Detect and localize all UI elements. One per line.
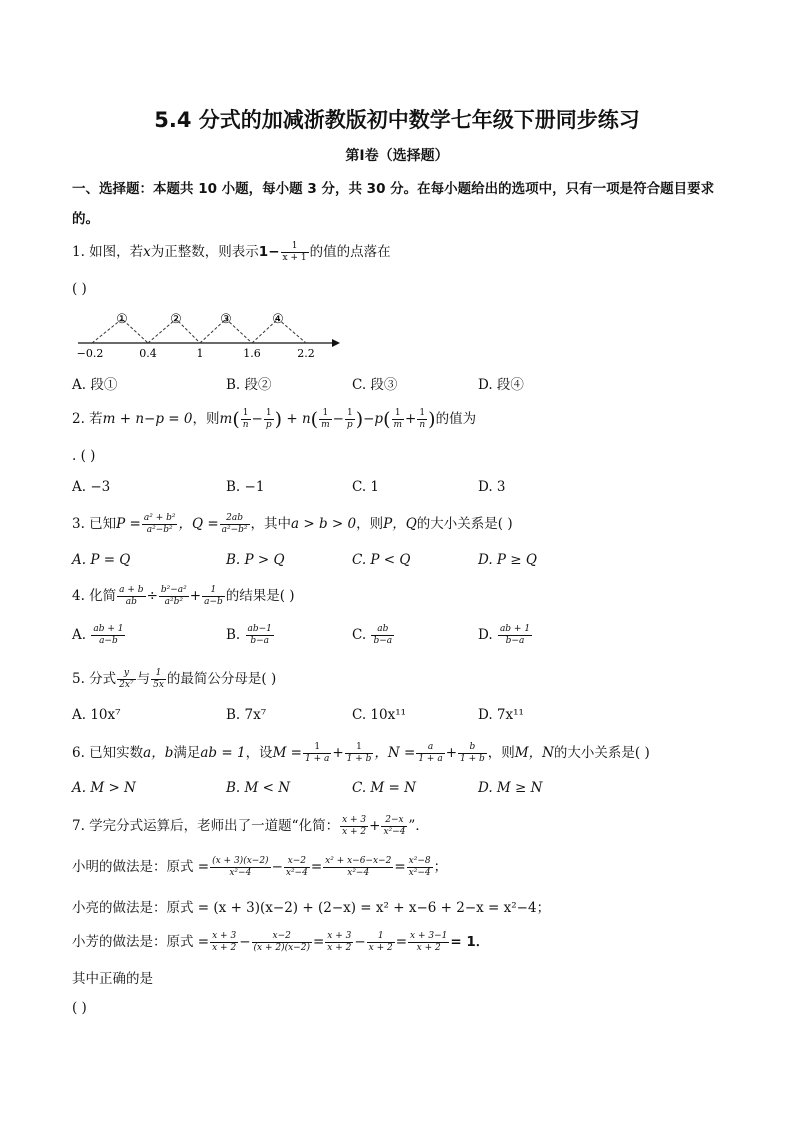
question-2-stem: 2. 若m + n−p = 0，则m( $\frac{1}{n}$ − $\frac{1}{p}$ ) + n( $\frac{1}{m}$ − $\frac{1}{p}$ )−p( $\frac{1}{m}$ + $\frac{1}{n}$ )的值为 <box>72 408 477 431</box>
q7-xiaofang-method: 小芳的做法是：原式 = $\frac{x + 3}{x + 2}$ − $\frac{x-2}{(x + 2)(x-2)}$ = $\frac{x + 3}{x + 2}$ − $\frac{1}{x + 2}$ = $\frac{x + 3-1}{x + 2}$ = 1． <box>72 931 490 953</box>
q3-option-c[interactable]: C. P < Q <box>352 552 411 568</box>
number-line-arrow <box>332 339 340 347</box>
q1-option-a[interactable]: A. 段① <box>72 377 118 393</box>
q7-xiaoming-method: 小明的做法是：原式 = $\frac{(x + 3)(x-2)}{\text{x²−4}}$ − $\frac{x-2}{\text{x²−4}}$ = $\frac{\text{x² + x−6−x−2}}{\text{x²−4}}$ = $\frac{\text{x²−8}}{\text{x²−4}}$ ； <box>72 856 448 878</box>
number-line-figure <box>72 305 342 365</box>
question-3-stem: 3. 已知P = $\frac{\text{a² + b²}}{\text{a²−b²}}$ ，Q = $\frac{2ab}{\text{a²−b²}}$ ，其中a > b > 0，则P，Q的大小关系是( ) <box>72 513 513 535</box>
question-1-paren: ( ) <box>72 281 87 297</box>
q5-option-d[interactable]: D. 7x¹¹ <box>478 707 524 723</box>
question-6-stem: 6. 已知实数a，b满足ab = 1，设M = $\frac{1}{1 + a}$ + $\frac{1}{1 + b}$ ，N = $\frac{a}{1 + a}$ + $\frac{b}{1 + b}$ ，则M，N的大小关系是( ) <box>72 742 650 764</box>
question-1-stem: 1. 如图，若x为正整数，则表示1− $\frac{1}{x + 1}$ 的值的点落在 <box>72 241 391 263</box>
q6-option-d[interactable]: D. M ≥ N <box>478 780 543 796</box>
q4-option-d[interactable]: D. $\frac{ab + 1}{b-a}$ <box>478 624 531 646</box>
axis-label-4: 1.6 <box>243 347 261 360</box>
question-5-stem: 5. 分式 $\frac{y}{\text{2x⁷}}$ 与 $\frac{1}{5x}$ 的最简公分母是( ) <box>72 668 277 690</box>
q5-option-b[interactable]: B. 7x⁷ <box>226 707 267 723</box>
q3-option-a[interactable]: A. P = Q <box>72 552 131 568</box>
q7-correct-prompt: 其中正确的是 <box>72 971 153 987</box>
axis-label-2: 0.4 <box>139 347 157 360</box>
question-2-paren: . ( ) <box>72 448 96 464</box>
q6-option-c[interactable]: C. M = N <box>352 780 416 796</box>
q1-option-d[interactable]: D. 段④ <box>478 377 524 393</box>
q5-option-a[interactable]: A. 10x⁷ <box>72 707 121 723</box>
segment-label-3: ③ <box>220 312 232 327</box>
question-4-stem: 4. 化简 $\frac{a + b}{ab}$ ÷ $\frac{\text{b²−a²}}{\text{a²b²}}$ + $\frac{1}{a-b}$ 的结果是( ) <box>72 585 295 607</box>
page-title: 5.4 分式的加减浙教版初中数学七年级下册同步练习 <box>154 108 640 132</box>
q5-option-c[interactable]: C. 10x¹¹ <box>352 707 407 723</box>
page-subtitle: 第Ⅰ卷（选择题） <box>345 148 449 164</box>
q2-option-c[interactable]: C. 1 <box>352 479 380 495</box>
segment-label-1: ① <box>116 312 128 327</box>
axis-label-5: 2.2 <box>297 347 315 360</box>
axis-label-1: −0.2 <box>76 347 104 360</box>
q1-option-c[interactable]: C. 段③ <box>352 377 398 393</box>
q6-option-b[interactable]: B. M < N <box>226 780 291 796</box>
q2-option-a[interactable]: A. −3 <box>72 479 111 495</box>
section-header-continued: 的。 <box>72 211 99 227</box>
q6-option-a[interactable]: A. M > N <box>72 780 136 796</box>
q3-option-d[interactable]: D. P ≥ Q <box>478 552 537 568</box>
q2-option-b[interactable]: B. −1 <box>226 479 265 495</box>
q3-option-b[interactable]: B. P > Q <box>226 552 285 568</box>
q4-option-c[interactable]: C. $\frac{ab}{b-a}$ <box>352 624 393 646</box>
section-header: 一、选择题：本题共 10 小题，每小题 3 分，共 30 分。在每小题给出的选项中，只有一项是符合题目要求 <box>72 181 715 197</box>
segment-label-2: ② <box>170 312 182 327</box>
q4-option-a[interactable]: A. $\frac{ab + 1}{a-b}$ <box>72 624 124 646</box>
q2-option-d[interactable]: D. 3 <box>478 479 506 495</box>
q7-xiaoliang-method: 小亮的做法是：原式 = (x + 3)(x−2) + (2−x) = x² + x−6 + 2−x = x²−4； <box>72 900 551 916</box>
question-7-stem: 7. 学完分式运算后，老师出了一道题“化简： $\frac{x + 3}{x + 2}$ + $\frac{2-x}{\text{x²−4}}$ ”． <box>72 815 429 837</box>
q1-option-b[interactable]: B. 段② <box>226 377 272 393</box>
segment-label-4: ④ <box>272 312 284 327</box>
q4-option-b[interactable]: B. $\frac{ab-1}{b-a}$ <box>226 624 272 646</box>
question-7-paren: ( ) <box>72 1000 87 1016</box>
axis-label-3: 1 <box>196 347 204 360</box>
